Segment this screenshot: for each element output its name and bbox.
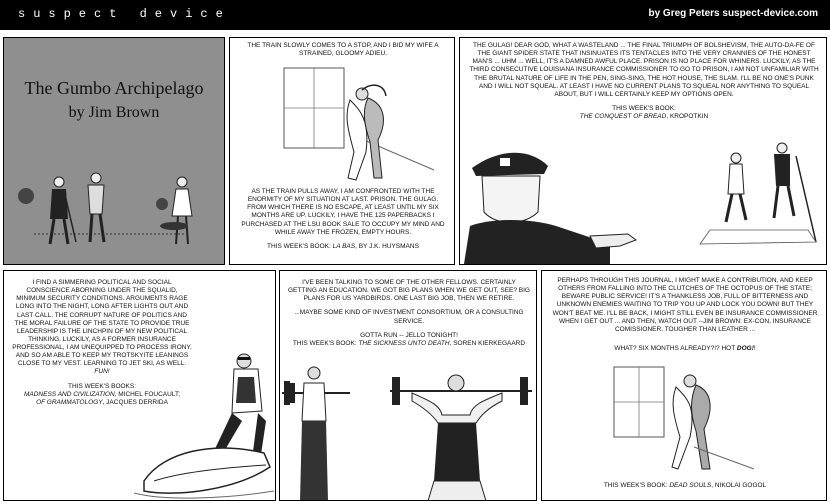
jetski-book2-author: , JACQUES DERRIDA [102, 398, 168, 406]
jetski-caption-text: I FIND A SIMMERING POLITICAL AND SOCIAL CONSCIENCE ABORNING UNDER THE SQUALID, MINIMUM SECURITY CONDITIONS. ARGUMENTS RAGE LONG INTO THE NIGHT, LONG AFTER LIGHTS OUT AND LAST CALL. THE CORRUPT NATURE OF POLITICS AND THE MORAL FAILURE OF THE STATE TO PROVIDE TRUE LEADERSHIP IS THE LINCHPIN OF MY NEW POLITICAL THINKING. LUCKILY, AS A FORMER INSURANCE PROFESSIONAL, I AM UNEQUIPPED TO PROCESS IRONY, AND SO AM ABLE TO KEEP MY TROTSKYITE LEANINGS CLOSE TO MY VEST. LEARNING TO JET SKI, AS WELL. [12, 279, 192, 368]
train-caption-top: THE TRAIN SLOWLY COMES TO A STOP, AND I BID MY WIFE A STRAINED, GLOOMY ADIEU. [247, 42, 439, 58]
weights-caption [288, 279, 530, 348]
golfers-illustration [4, 134, 224, 264]
closing-line2-suffix: ! [753, 345, 756, 352]
jetski-fun: FUN! [94, 368, 110, 376]
gulag-panel [459, 37, 827, 265]
gulag-book-line [468, 113, 820, 121]
train-book-line [238, 243, 448, 251]
site-logo: suspect device [18, 7, 231, 21]
weights-caption-body: I'VE BEEN TALKING TO SOME OF THE OTHER FELLOWS. CERTAINLY GETTING AN EDUCATION. WE GOT BIG PLANS WHEN WE GET OUT, SEE? BIG PLANS FOR US YARDBIRDS. ONE LAST BIG JOB, THEN WE RETIRE. [288, 279, 530, 303]
closing-caption: PERHAPS THROUGH THIS JOURNAL, I MIGHT MAKE A CONTRIBUTION, AND KEEP OTHERS FROM FALLING INTO THE CLUTCHES OF THE OCTOPUS OF THE STATE; BEWARE PUBLIC SERVICE! IT'S A THANKLESS JOB, FULL OF BITTERNESS AND UNKNOWN ENEMIES WAITING TO TRIP YOU UP AND LOCK YOU DOWN! BUT THEY WON'T BEAT ME. I'LL BE BACK, I MIGHT STILL EVEN BE INSURANCE COMMISSIONER WHEN I GET OUT ... AND THEN, WATCH OUT --JIM BROWN: EX-CON, INSURANCE COMISSIONER. TOUGHER THAN LEATHER ... [552, 277, 818, 333]
jetski-book1-title: MADNESS AND CIVILIZATION [23, 390, 115, 398]
byline: by Greg Peters suspect-device.com [648, 8, 818, 19]
closing-book-title: DEAD SOULS [669, 482, 712, 489]
closing-line2-emphasis: DOG! [736, 345, 754, 352]
site-header [0, 0, 830, 30]
jetski-book2-title: OF GRAMMATOLOGY [36, 398, 103, 406]
weights-book-title: THE SICKNESS UNTO DEATH [358, 339, 450, 347]
jetski-books-label: THIS WEEK'S BOOKS: [67, 382, 137, 390]
closing-book-line [550, 482, 820, 490]
closing-line2 [550, 345, 820, 353]
jetski-panel [3, 270, 276, 501]
weights-book-prefix: THIS WEEK'S BOOK: [292, 339, 359, 347]
train-book-prefix: THIS WEEK'S BOOK: [267, 242, 333, 250]
train-panel [229, 37, 455, 265]
comic-title: The Gumbo Archipelago [24, 78, 204, 98]
reunion-illustration [604, 357, 764, 477]
weightlifters-illustration [280, 361, 536, 501]
guard-illustration [460, 134, 827, 264]
train-caption-body: AS THE TRAIN PULLS AWAY, I AM CONFRONTED WITH THE ENORMITY OF MY SITUATION AT LAST. PRISON. THE GULAG. FROM WHICH THERE IS NO ESCAPE, AT LEAST UNTIL MY SIX MONTHS ARE UP. LUCKILY, I HAVE THE 125 PAPERBACKS I PURCHASED AT THE LSU BOOK SALE TO OCCUPY MY MIND AND WHILE AWAY THE FROZEN, EMPTY HOURS. [241, 188, 445, 236]
weights-panel [279, 270, 537, 501]
closing-line2-text: WHAT? SIX MONTHS ALREADY?!? HOT [614, 345, 737, 352]
title-panel [3, 37, 225, 265]
closing-book-prefix: THIS WEEK'S BOOK: [603, 482, 670, 489]
jetski-book1-author: , MICHEL FOUCAULT; [114, 390, 181, 398]
train-caption-bottom [238, 188, 448, 251]
comic-author: by Jim Brown [68, 104, 160, 121]
weights-line2: ...MAYBE SOME KIND OF INVESTMENT CONSORTIUM, OR A CONSULTING SERVICE. [294, 309, 524, 325]
embrace-illustration [244, 60, 444, 190]
train-book-title: LA BAS [332, 242, 356, 250]
weights-line3: GOTTA RUN -- JELLO TONIGHT! [360, 331, 458, 339]
train-book-author: , BY J.K. HUYSMANS [355, 242, 419, 250]
gulag-caption [468, 42, 820, 121]
gulag-book-author: , KROPOTKIN [666, 113, 709, 120]
weights-book-author: , SOREN KIERKEGAARD [449, 339, 526, 347]
weights-book-line [288, 340, 530, 348]
jetski-illustration [134, 341, 274, 501]
closing-panel [541, 270, 827, 501]
gulag-caption-body: THE GULAG! DEAR GOD, WHAT A WASTELAND ... THE FINAL TRIUMPH OF BOLSHEVISM, THE AUTO-DA-FE OF THE GIANT SPIDER STATE THAT INSINUATES ITS TENTACLES INTO THE VERY CRANNIES OF THE HONEST MAN'S ... UHM ... WELL, IT'S A DAMNED AWFUL PLACE. PRISON IS NO PLACE FOR WHINERS. LUCKILY, AS THE THIRD CONSECUTIVE LOUISIANA INSURANCE COMMISSIONER TO GO TO PRISON, I AM NOT UNFAMILIAR WITH THE BRUTAL NATURE OF LIFE IN THE PEN, SING-SING, THE HOT HOUSE, THE SLAM. I'LL BE NO ONE'S PUNK AND I WILL NOT SQUEAL. AT LEAST I HAVE NO CURRENT PLANS TO SQUEAL NOR ANYTHING TO SQUEAL ABOUT, BUT I WILL CERTAINLY KEEP MY OPTIONS OPEN. [469, 42, 819, 98]
gulag-book-label: THIS WEEK'S BOOK: [612, 104, 676, 112]
gulag-book-title: THE CONQUEST OF BREAD [579, 113, 667, 120]
closing-book-author: , NIKOLAI GOGOL [711, 482, 767, 489]
